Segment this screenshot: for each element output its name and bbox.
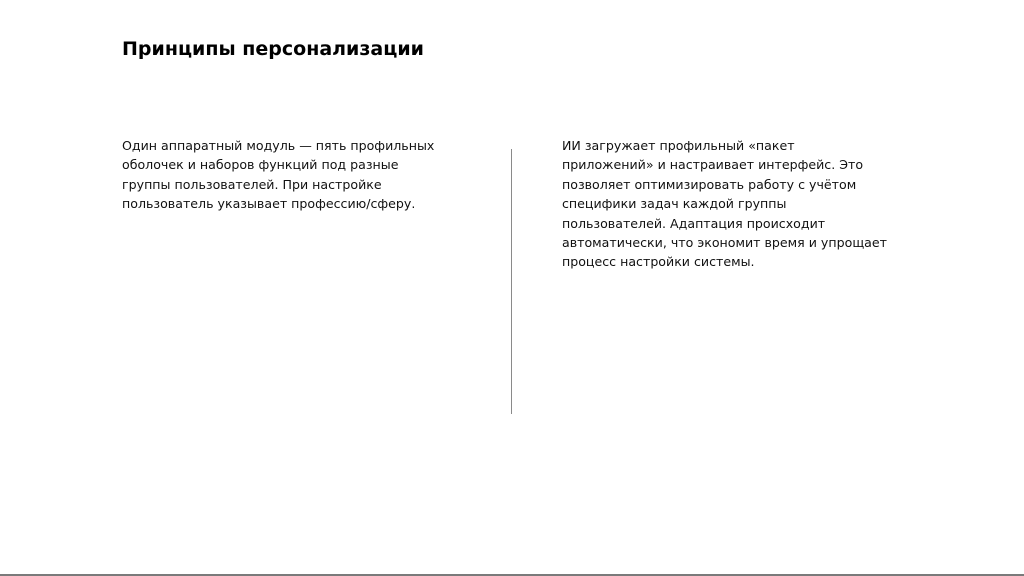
right-text-line: автоматически, что экономит время и упрощает: [562, 235, 887, 251]
slide-title: Принципы персонализации: [122, 38, 424, 60]
right-text-line: ИИ загружает профильный «пакет: [562, 138, 795, 153]
right-text-line: пользователей. Адаптация происходит: [562, 215, 826, 231]
left-text-column: [122, 136, 462, 214]
left-text-line: Один аппаратный модуль — пять профильных: [122, 138, 435, 153]
right-text-line: специфики задач каждой группы: [562, 196, 787, 212]
right-text-line: приложений» и настраивает интерфейс. Это: [562, 157, 864, 173]
left-text-line: группы пользователей. При настройке: [122, 176, 382, 192]
left-text-line: оболочек и наборов функций под разные: [122, 157, 399, 173]
right-text-column: [562, 136, 912, 272]
left-text-line: пользователь указывает профессию/сферу.: [122, 196, 416, 212]
right-text-line: позволяет оптимизировать работу с учётом: [562, 176, 857, 192]
right-text-line: процесс настройки системы.: [562, 254, 755, 270]
column-divider: [511, 149, 512, 414]
